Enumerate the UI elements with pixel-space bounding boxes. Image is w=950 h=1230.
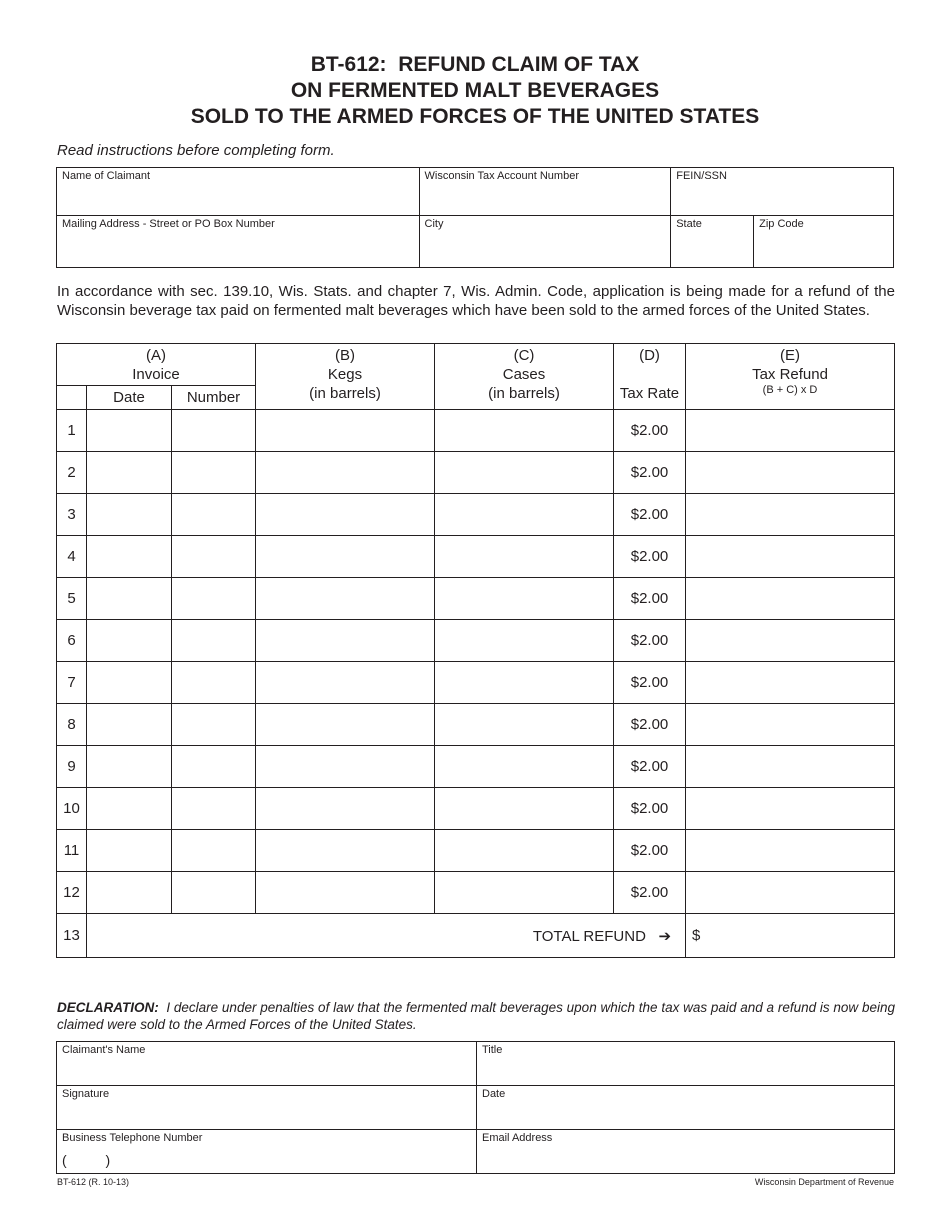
col-c-header [435, 344, 614, 410]
col-e-formula: (B + C) x D [762, 384, 818, 396]
invoice-date-cell[interactable] [87, 578, 172, 620]
col-a-letter: (A) [146, 347, 166, 364]
kegs-cell[interactable] [256, 452, 435, 494]
zip-code-label: Zip Code [759, 218, 804, 230]
cases-cell[interactable] [435, 830, 614, 872]
mailing-address-label: Mailing Address - Street or PO Box Number [62, 218, 275, 230]
cases-cell[interactable] [435, 494, 614, 536]
table-row [57, 536, 895, 578]
col-c-name: Cases [502, 366, 546, 383]
invoice-date-cell[interactable] [87, 872, 172, 914]
tax-rate-cell: $2.00 [614, 662, 686, 704]
tax-rate-cell: $2.00 [614, 746, 686, 788]
row-number: 6 [57, 620, 87, 662]
invoice-number-cell[interactable] [172, 872, 256, 914]
zip-code-field[interactable] [754, 216, 894, 268]
row-number: 7 [57, 662, 87, 704]
table-row [57, 746, 895, 788]
cases-cell[interactable] [435, 788, 614, 830]
kegs-cell[interactable] [256, 410, 435, 452]
cases-cell[interactable] [435, 452, 614, 494]
tax-refund-cell[interactable] [686, 494, 895, 536]
fein-ssn-field[interactable] [671, 168, 894, 216]
tax-refund-cell[interactable] [686, 620, 895, 662]
phone-field[interactable] [57, 1130, 477, 1174]
email-field[interactable] [477, 1130, 895, 1174]
table-row [57, 788, 895, 830]
col-c-letter: (C) [513, 347, 535, 364]
row-number: 4 [57, 536, 87, 578]
cases-cell[interactable] [435, 620, 614, 662]
invoice-date-cell[interactable] [87, 494, 172, 536]
state-label: State [676, 218, 702, 230]
refund-table [56, 343, 895, 958]
row-number: 1 [57, 410, 87, 452]
tax-account-field[interactable] [419, 168, 671, 216]
phone-area-code: ( ) [62, 1152, 111, 1168]
tax-rate-cell: $2.00 [614, 704, 686, 746]
tax-rate-cell: $2.00 [614, 620, 686, 662]
form-id: BT-612 (R. 10-13) [57, 1177, 130, 1187]
row-number: 9 [57, 746, 87, 788]
table-row [57, 662, 895, 704]
invoice-date-cell[interactable] [87, 746, 172, 788]
tax-rate-cell: $2.00 [614, 830, 686, 872]
table-row [57, 494, 895, 536]
title-line-2: ON FERMENTED MALT BEVERAGES [290, 79, 660, 102]
title-field[interactable] [477, 1042, 895, 1086]
cases-cell[interactable] [435, 578, 614, 620]
city-label: City [424, 218, 444, 230]
row-number: 5 [57, 578, 87, 620]
tax-refund-cell[interactable] [686, 410, 895, 452]
invoice-number-cell[interactable] [172, 662, 256, 704]
tax-rate-cell: $2.00 [614, 872, 686, 914]
declaration [57, 999, 895, 1033]
tax-refund-cell[interactable] [686, 452, 895, 494]
kegs-cell[interactable] [256, 872, 435, 914]
table-row [57, 704, 895, 746]
invoice-date-cell[interactable] [87, 410, 172, 452]
table-row [57, 578, 895, 620]
cases-cell[interactable] [435, 746, 614, 788]
col-e-name: Tax Refund [752, 366, 828, 383]
cases-cell[interactable] [435, 662, 614, 704]
total-row [57, 914, 895, 958]
total-currency: $ [692, 927, 701, 944]
kegs-cell[interactable] [256, 662, 435, 704]
invoice-number-cell[interactable] [172, 578, 256, 620]
row-number: 12 [57, 872, 87, 914]
col-b-unit: (in barrels) [309, 385, 381, 402]
invoice-number-cell[interactable] [172, 494, 256, 536]
tax-rate-cell: $2.00 [614, 410, 686, 452]
tax-rate-cell: $2.00 [614, 494, 686, 536]
col-d-name: Tax Rate [619, 385, 680, 402]
tax-refund-cell[interactable] [686, 536, 895, 578]
invoice-number-cell[interactable] [172, 830, 256, 872]
invoice-date-cell[interactable] [87, 830, 172, 872]
invoice-number-cell[interactable] [172, 788, 256, 830]
tax-rate-cell: $2.00 [614, 788, 686, 830]
invoice-number-cell[interactable] [172, 704, 256, 746]
table-row [57, 872, 895, 914]
invoice-date-cell[interactable] [87, 536, 172, 578]
email-label: Email Address [482, 1132, 553, 1144]
tax-refund-cell[interactable] [686, 872, 895, 914]
invoice-number-cell[interactable] [172, 746, 256, 788]
col-a-header [57, 344, 256, 386]
signature-label: Signature [62, 1088, 110, 1100]
title-label: Title [482, 1044, 503, 1056]
total-refund-field[interactable] [686, 914, 895, 958]
declaration-text: I declare under penalties of law that the fermented malt beverages upon which the tax was paid and a refund is now being claimed were sold to the Armed Forces of the United States. [57, 1000, 895, 1032]
col-b-header [256, 344, 435, 410]
row-number: 11 [57, 830, 87, 872]
kegs-cell[interactable] [256, 578, 435, 620]
col-d-header [614, 344, 686, 410]
cases-cell[interactable] [435, 536, 614, 578]
kegs-cell[interactable] [256, 788, 435, 830]
cases-cell[interactable] [435, 410, 614, 452]
state-field[interactable] [671, 216, 754, 268]
title-line-3: SOLD TO THE ARMED FORCES OF THE UNITED STATES [190, 105, 760, 128]
title-line-1: BT-612: REFUND CLAIM OF TAX [310, 53, 640, 76]
col-b-name: Kegs [327, 366, 363, 383]
kegs-cell[interactable] [256, 746, 435, 788]
mailing-address-field[interactable] [57, 216, 420, 268]
phone-label: Business Telephone Number [62, 1132, 203, 1144]
col-a-blank-sub [57, 386, 87, 410]
intro-paragraph: In accordance with sec. 139.10, Wis. Stats. and chapter 7, Wis. Admin. Code, application is being made for a refund of the Wisconsin beverage tax paid on fermented malt beverages which have been sold to the armed forces of the United States. [57, 283, 895, 319]
tax-rate-cell: $2.00 [614, 536, 686, 578]
kegs-cell[interactable] [256, 494, 435, 536]
declaration-label: DECLARATION: [57, 1000, 159, 1015]
date-field[interactable] [477, 1086, 895, 1130]
col-e-letter: (E) [780, 347, 801, 364]
kegs-cell[interactable] [256, 536, 435, 578]
tax-refund-cell[interactable] [686, 830, 895, 872]
invoice-number-cell[interactable] [172, 452, 256, 494]
city-field[interactable] [419, 216, 671, 268]
claimant-name-sign-label: Claimant's Name [62, 1044, 146, 1056]
table-row [57, 452, 895, 494]
date-label: Date [482, 1088, 506, 1100]
kegs-cell[interactable] [256, 830, 435, 872]
agency-name: Wisconsin Department of Revenue [754, 1177, 894, 1187]
total-refund-label [87, 914, 686, 958]
kegs-cell[interactable] [256, 620, 435, 662]
invoice-date-cell[interactable] [87, 704, 172, 746]
col-c-unit: (in barrels) [488, 385, 560, 402]
col-e-header [686, 344, 895, 410]
tax-rate-cell: $2.00 [614, 452, 686, 494]
cases-cell[interactable] [435, 704, 614, 746]
col-d-letter: (D) [639, 347, 660, 364]
tax-account-label: Wisconsin Tax Account Number [424, 170, 579, 182]
signature-field[interactable] [57, 1086, 477, 1130]
col-b-letter: (B) [335, 347, 356, 364]
claimant-name-field[interactable] [57, 168, 420, 216]
col-a-date-header: Date [87, 386, 172, 410]
claimant-name-label: Name of Claimant [62, 170, 151, 182]
instructions-note: Read instructions before completing form. [57, 142, 335, 159]
form-title [0, 52, 950, 130]
total-refund-text: TOTAL REFUND [532, 927, 646, 945]
invoice-date-cell[interactable] [87, 788, 172, 830]
invoice-date-cell[interactable] [87, 662, 172, 704]
invoice-date-cell[interactable] [87, 452, 172, 494]
table-row [57, 410, 895, 452]
signature-table [56, 1041, 895, 1174]
cases-cell[interactable] [435, 872, 614, 914]
invoice-number-cell[interactable] [172, 536, 256, 578]
tax-refund-cell[interactable] [686, 746, 895, 788]
claimant-name-sign-field[interactable] [57, 1042, 477, 1086]
tax-rate-cell: $2.00 [614, 578, 686, 620]
row-number: 2 [57, 452, 87, 494]
tax-refund-cell[interactable] [686, 662, 895, 704]
invoice-number-cell[interactable] [172, 410, 256, 452]
row-number: 8 [57, 704, 87, 746]
tax-refund-cell[interactable] [686, 704, 895, 746]
kegs-cell[interactable] [256, 704, 435, 746]
arrow-right-icon: ➔ [658, 927, 672, 945]
row-number: 10 [57, 788, 87, 830]
col-a-number-header: Number [172, 386, 256, 410]
invoice-date-cell[interactable] [87, 620, 172, 662]
fein-ssn-label: FEIN/SSN [676, 170, 727, 182]
table-row [57, 830, 895, 872]
tax-refund-cell[interactable] [686, 788, 895, 830]
tax-refund-cell[interactable] [686, 578, 895, 620]
col-a-name: Invoice [132, 366, 180, 383]
claimant-info-table [56, 167, 894, 268]
row-number: 3 [57, 494, 87, 536]
row-number: 13 [57, 914, 87, 958]
invoice-number-cell[interactable] [172, 620, 256, 662]
table-row [57, 620, 895, 662]
